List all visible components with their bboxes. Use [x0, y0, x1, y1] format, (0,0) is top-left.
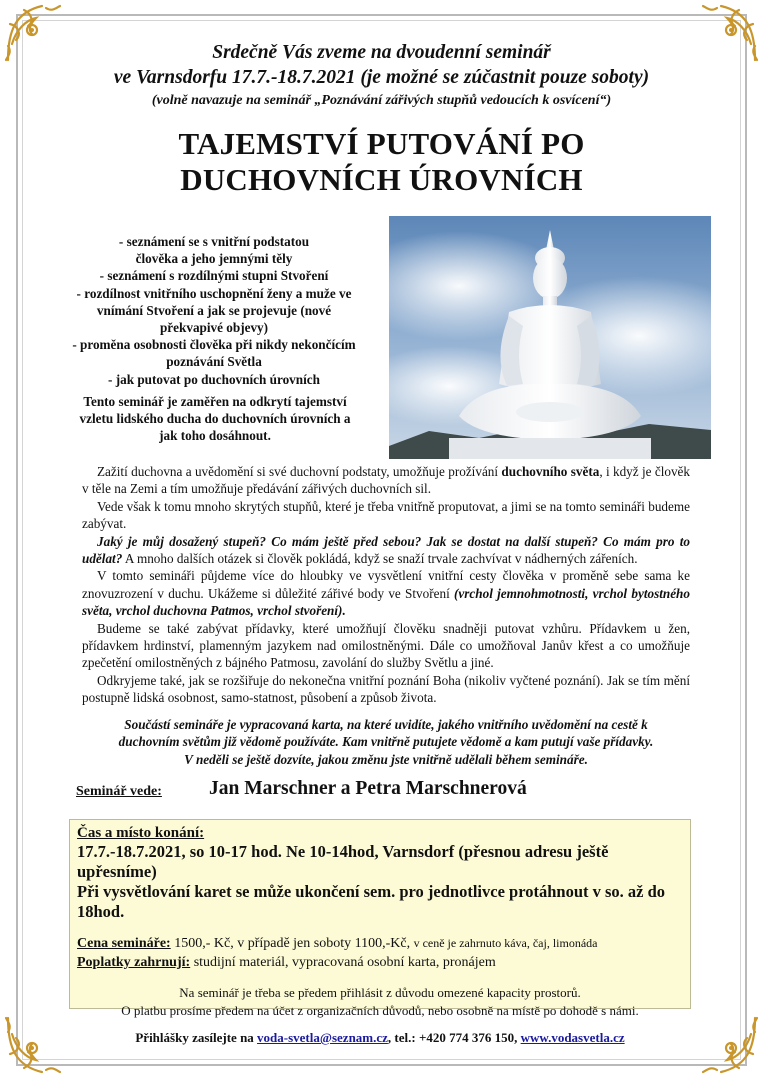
leaders-names: Jan Marschner a Petra Marschnerová	[209, 778, 527, 799]
text-run: Přihlášky zasílejte na	[135, 1030, 258, 1045]
title-line: TAJEMSTVÍ PUTOVÁNÍ PO	[178, 126, 585, 161]
price-line	[77, 934, 683, 953]
email-link[interactable]: voda-svetla@seznam.cz	[257, 1030, 388, 1045]
list-item: - proměna osobnosti člověka při nikdy nekončícím	[72, 337, 356, 353]
price-label: Cena semináře:	[77, 936, 171, 951]
invitation-line: Srdečně Vás zveme na dvoudenní seminář	[212, 42, 551, 63]
text-run: , tel.: +420 774 376 150,	[387, 1030, 521, 1045]
text-run: V tomto semináři půjdeme více do hloubky ve vysvětlení vnitřní cesty člověka v proměně sebe sama ke znovuzrození v duchu. Ukážeme si důležité zářivé body ve Stvoření	[82, 568, 690, 601]
text-run: v ceně je zahrnuto káva, čaj, limonáda	[413, 936, 598, 950]
note-line: Součástí semináře je vypracovaná karta, na které uvidíte, jakého vnitřního uvědomění na cestě k	[124, 717, 648, 732]
description-paragraph	[82, 533, 690, 568]
note-line: V neděli se ještě dozvíte, jakou změnu jste vnitřně udělali během semináře.	[184, 751, 588, 767]
note-line: duchovním světům již vědomě používáte. Kam vnitřně putujete vědomě a kam putují vaše přídavky.	[118, 734, 654, 750]
focus-line: Tento seminář je zaměřen na odkrytí tajemství	[83, 394, 347, 409]
seminar-card-note	[82, 716, 690, 768]
date-location-line: ve Varnsdorfu 17.7.-18.7.2021 (je možné se zúčastnit pouze soboty)	[113, 67, 650, 88]
buddha-statue-photo	[389, 216, 711, 459]
fees-line	[77, 953, 683, 972]
text-run: , so 10-17 hod. Ne 10-14hod, Varnsdorf (přesnou adresu ještě upřesníme)	[77, 842, 609, 881]
fees-label: Poplatky zahrnují:	[77, 955, 191, 970]
description-paragraph	[82, 463, 690, 498]
description-paragraph: Vede však k tomu mnoho skrytých stupňů, které je třeba vnitřně proputovat, a jimi se na tomto semináři budeme zabývat.	[82, 498, 690, 532]
text-run: duchovního světa	[501, 464, 600, 479]
seminar-focus	[50, 393, 380, 445]
focus-line: jak toho dosáhnout.	[159, 428, 271, 444]
list-item: - seznámení se s vnitřní podstatou	[118, 234, 310, 249]
text-run: A mnoho dalších otázek si člověk pokládá, když se snaží trvale zachvívat v nádherných zářeních.	[122, 551, 638, 567]
text-run: (vrchol jemnohmotnosti, vrchol bytostného světa, vrchol duchovna Patmos, vrchol stvoření).	[82, 585, 690, 619]
list-item: překvapivé objevy)	[159, 320, 269, 336]
text-run: , i když je člověk v těle na Zemi a tím umožňuje předávání zářivých duchovních sil.	[82, 464, 690, 497]
contact-line	[77, 1030, 683, 1046]
corner-ornament-icon	[691, 1008, 761, 1078]
website-link[interactable]: www.vodasvetla.cz	[520, 1030, 625, 1045]
focus-line: vzletu lidského ducha do duchovních úrovních a	[79, 411, 351, 427]
text-run: studijní materiál, vypracovaná osobní karta, pronájem	[190, 955, 496, 970]
topic-list	[44, 233, 384, 388]
text-run: Zažití duchovna a uvědomění si své duchovní podstaty, umožňuje prožívání	[97, 464, 502, 479]
extension-note: Při vysvětlování karet se může ukončení sem. pro jednotlivce protáhnout v so. až do 18hod.	[77, 882, 666, 921]
description-paragraph	[82, 567, 690, 619]
follow-up-note: (volně navazuje na seminář „Poznávání zářivých stupňů vedoucích k osvícení“)	[151, 93, 612, 108]
text-run: Jaký je můj dosažený stupeň? Co mám ještě před sebou? Jak se dostat na další stupeň? Co mám pro to udělat?	[82, 533, 690, 567]
list-item: poznávání Světla	[166, 354, 262, 370]
description-paragraph: Odkryjeme také, jak se rozšiřuje do nekonečna vnitřní poznání Boha (nikoliv vyčtené poznání). Jak se tím mění postupně lidská osobnost, samo-statnost, působení a způsob života.	[82, 672, 690, 706]
registration-note: Na seminář je třeba se předem přihlásit z důvodu omezené kapacity prostorů.	[179, 985, 581, 1000]
list-item: člověka a jeho jemnými těly	[135, 251, 293, 267]
list-item: - rozdílnost vnitřního uschopnění ženy a muže ve	[76, 285, 352, 301]
list-item: - jak putovat po duchovních úrovních	[108, 371, 320, 387]
page-title	[60, 126, 703, 198]
description-paragraph: Budeme se také zabývat přídavky, které umožňují člověku snadněji putovat vzhůru. Přídavkem u žen, přídavkem hrdinství, plamenným jazykem nad omilostněnými. Dále co umožňoval Janův křest a co umožňuje zpečetění omilostněných z bájného Patmosu, zavolání do služby Světlu a jiné.	[82, 620, 690, 671]
title-line: DUCHOVNÍCH ÚROVNÍCH	[180, 162, 583, 197]
leaders-label: Seminář vede:	[76, 784, 162, 799]
list-item: vnímání Stvoření a jak se projevuje (nové	[96, 302, 332, 318]
list-item: - seznámení s rozdílnými stupni Stvoření	[99, 268, 329, 284]
info-box	[69, 819, 691, 1045]
text-run: 17.7.-18.7.2021	[77, 842, 182, 861]
seminar-description	[82, 463, 690, 707]
payment-note: O platbu prosíme předem na účet z organizačních důvodů, nebo osobně na místě po dohodě s námi.	[121, 1003, 639, 1018]
corner-ornament-icon	[2, 1008, 72, 1078]
text-run: 1500,- Kč, v případě jen soboty 1100,-Kč,	[170, 936, 414, 951]
time-place-heading: Čas a místo konání:	[77, 825, 205, 841]
schedule-line	[77, 842, 683, 882]
